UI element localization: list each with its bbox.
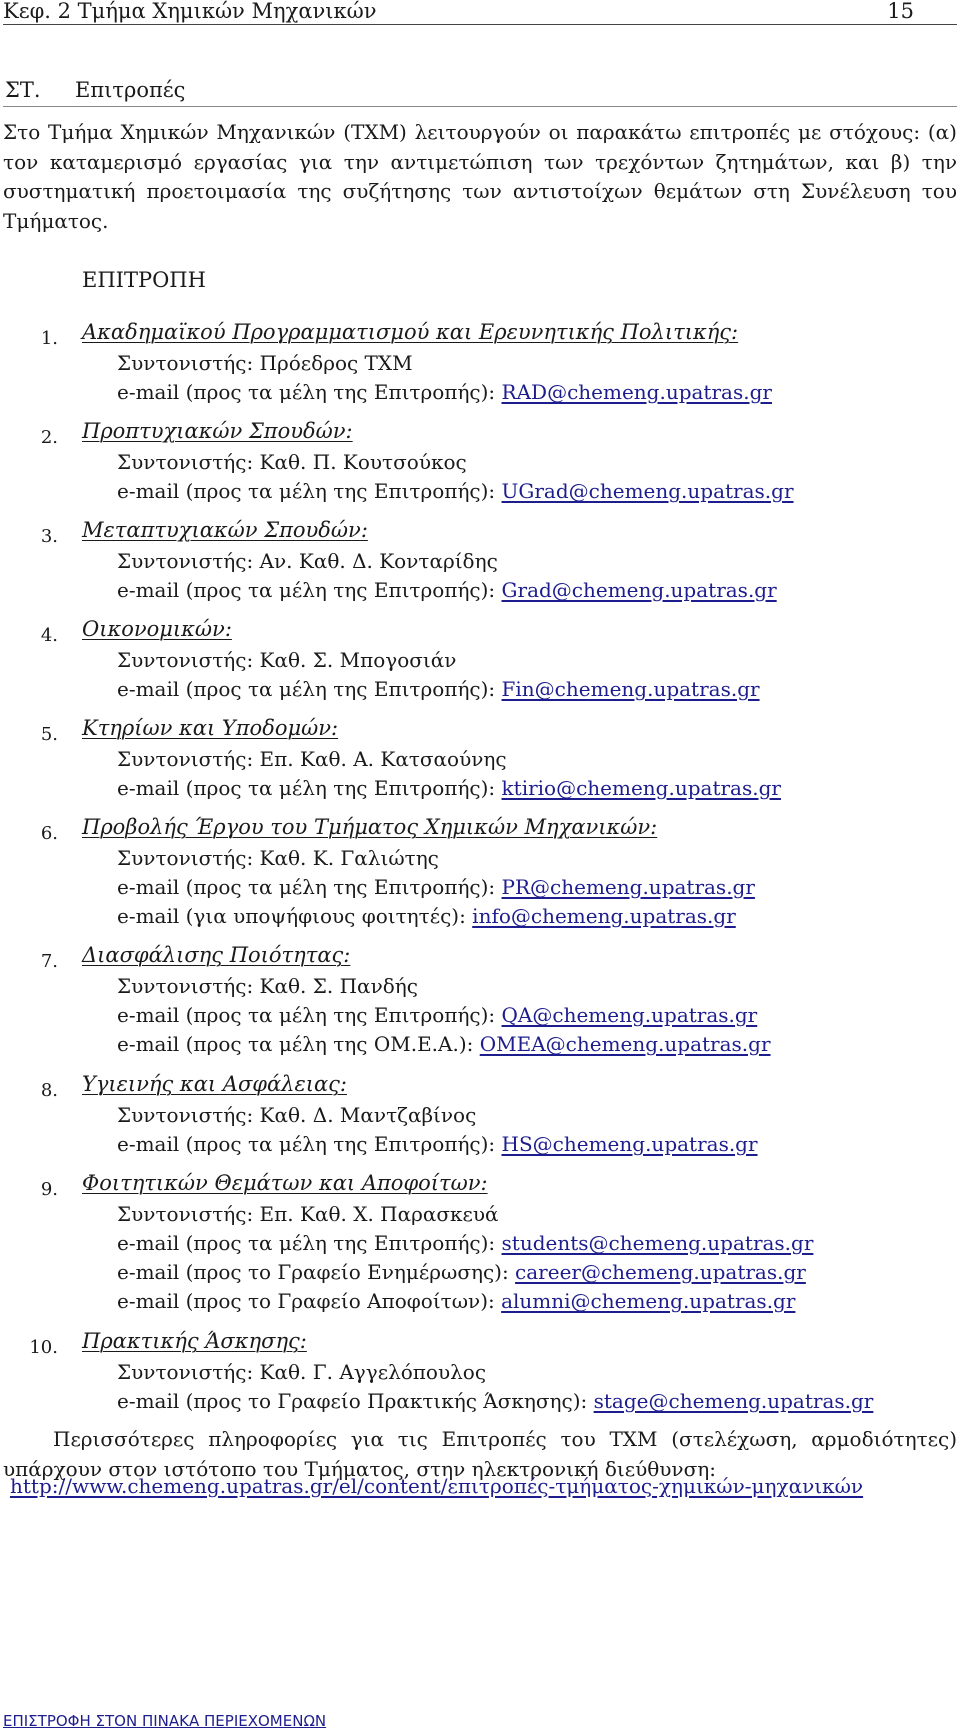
committee-coordinator: Συντονιστής: Επ. Καθ. Α. Κατσαούνης <box>117 747 507 771</box>
committee-email-line <box>117 380 772 404</box>
committee-coordinator: Συντονιστής: Επ. Καθ. Χ. Παρασκευά <box>117 1202 499 1226</box>
chapter-title: Κεφ. 2 Τμήμα Χημικών Μηχανικών <box>3 0 377 23</box>
committee-coordinator: Συντονιστής: Πρόεδρος ΤΧΜ <box>117 351 413 375</box>
committee-email-line <box>117 677 760 701</box>
email-label: e-mail (προς τα μέλη της ΟΜ.Ε.Α.): <box>117 1032 480 1056</box>
email-label: e-mail (προς τα μέλη της Επιτροπής): <box>117 479 502 503</box>
committee-name: Οικονομικών: <box>82 617 232 641</box>
email-label: e-mail (προς τα μέλη της Επιτροπής): <box>117 578 502 602</box>
email-label: e-mail (προς τα μέλη της Επιτροπής): <box>117 380 502 404</box>
email-link[interactable]: info@chemeng.upatras.gr <box>472 904 736 928</box>
more-info-paragraph: Περισσότερες πληροφορίες για τις Επιτροπές του ΤΧΜ (στελέχωση, αρμοδιότητες) υπάρχουν στον ιστότοπο του Τμήματος, στην ηλεκτρονική διεύθυνση: <box>3 1427 957 1481</box>
committee-coordinator: Συντονιστής: Καθ. Δ. Μαντζαβίνος <box>117 1103 477 1127</box>
email-link[interactable]: Fin@chemeng.upatras.gr <box>501 677 760 701</box>
email-label: e-mail (προς τα μέλη της Επιτροπής): <box>117 1231 502 1255</box>
committee-coordinator: Συντονιστής: Καθ. Π. Κουτσούκος <box>117 450 467 474</box>
committee-number: 2. <box>40 427 58 448</box>
email-link[interactable]: alumni@chemeng.upatras.gr <box>501 1289 796 1313</box>
committee-name: Πρακτικής Άσκησης: <box>82 1329 307 1353</box>
email-label: e-mail (προς τα μέλη της Επιτροπής): <box>117 1132 502 1156</box>
committee-email-line <box>117 1032 771 1056</box>
email-link[interactable]: QA@chemeng.upatras.gr <box>501 1003 758 1027</box>
committee-email-line <box>117 479 794 503</box>
committee-name: Κτηρίων και Υποδομών: <box>82 716 339 740</box>
email-label: e-mail (προς τα μέλη της Επιτροπής): <box>117 677 502 701</box>
committee-email-line <box>117 904 736 928</box>
committee-coordinator: Συντονιστής: Αν. Καθ. Δ. Κονταρίδης <box>117 549 498 573</box>
email-label: e-mail (προς τα μέλη της Επιτροπής): <box>117 776 502 800</box>
committee-name: Ακαδημαϊκού Προγραμματισμού και Ερευνητικής Πολιτικής: <box>82 320 739 344</box>
email-link[interactable]: UGrad@chemeng.upatras.gr <box>501 479 794 503</box>
committee-name: Προβολής Έργου του Τμήματος Χημικών Μηχανικών: <box>82 815 658 839</box>
committee-name: Μεταπτυχιακών Σπουδών: <box>82 518 368 542</box>
committee-number: 9. <box>40 1179 58 1200</box>
committee-number: 4. <box>40 625 58 646</box>
committee-number: 6. <box>40 823 58 844</box>
email-link[interactable]: OMEA@chemeng.upatras.gr <box>479 1032 771 1056</box>
email-link[interactable]: ktirio@chemeng.upatras.gr <box>501 776 781 800</box>
email-label: e-mail (για υποψήφιους φοιτητές): <box>117 904 473 928</box>
committee-email-line <box>117 1389 873 1413</box>
email-label: e-mail (προς το Γραφείο Πρακτικής Άσκησης): <box>117 1389 594 1413</box>
email-label: e-mail (προς το Γραφείο Αποφοίτων): <box>117 1289 502 1313</box>
committee-email-line <box>117 1132 758 1156</box>
committee-email-line <box>117 578 777 602</box>
committee-email-line <box>117 776 781 800</box>
email-link[interactable]: PR@chemeng.upatras.gr <box>501 875 755 899</box>
section-number: ΣΤ. <box>5 78 41 102</box>
email-link[interactable]: stage@chemeng.upatras.gr <box>593 1389 874 1413</box>
email-link[interactable]: HS@chemeng.upatras.gr <box>501 1132 758 1156</box>
committee-number: 7. <box>40 951 58 972</box>
committee-number: 1. <box>40 328 58 349</box>
committee-email-line <box>117 875 755 899</box>
committees-web-link[interactable]: http://www.chemeng.upatras.gr/el/content/επιτροπές-τμήματος-χημικών-μηχανικών <box>10 1474 864 1498</box>
committee-number: 8. <box>40 1080 58 1101</box>
email-label: e-mail (προς τα μέλη της Επιτροπής): <box>117 1003 502 1027</box>
committee-email-line <box>117 1260 806 1284</box>
section-title: Επιτροπές <box>75 78 186 102</box>
committee-number: 5. <box>40 724 58 745</box>
committee-coordinator: Συντονιστής: Καθ. Σ. Πανδής <box>117 974 418 998</box>
committee-coordinator: Συντονιστής: Καθ. Κ. Γαλιώτης <box>117 846 439 870</box>
committee-coordinator: Συντονιστής: Καθ. Γ. Αγγελόπουλος <box>117 1360 487 1384</box>
committee-number: 3. <box>40 526 58 547</box>
running-header <box>3 0 957 25</box>
committee-number: 10. <box>29 1337 58 1358</box>
committee-name: Υγιεινής και Ασφάλειας: <box>82 1072 348 1096</box>
committee-email-line <box>117 1003 757 1027</box>
committee-name: Προπτυχιακών Σπουδών: <box>82 419 353 443</box>
committee-coordinator: Συντονιστής: Καθ. Σ. Μπογοσιάν <box>117 648 457 672</box>
back-to-toc-link[interactable]: ΕΠΙΣΤΡΟΦΗ ΣΤΟΝ ΠΙΝΑΚΑ ΠΕΡΙΕΧΟΜΕΝΩΝ <box>3 1712 327 1730</box>
committee-name: Διασφάλισης Ποιότητας: <box>82 943 351 967</box>
committee-email-line <box>117 1289 795 1313</box>
committee-list-heading: ΕΠΙΤΡΟΠΗ <box>82 268 206 292</box>
email-label: e-mail (προς το Γραφείο Ενημέρωσης): <box>117 1260 516 1284</box>
section-heading <box>3 78 957 107</box>
email-label: e-mail (προς τα μέλη της Επιτροπής): <box>117 875 502 899</box>
page-number: 15 <box>887 0 914 23</box>
email-link[interactable]: students@chemeng.upatras.gr <box>501 1231 814 1255</box>
email-link[interactable]: Grad@chemeng.upatras.gr <box>501 578 777 602</box>
intro-paragraph: Στο Τμήμα Χημικών Μηχανικών (ΤΧΜ) λειτουργούν οι παρακάτω επιτροπές με στόχους: (α) τον καταμερισμό εργασίας για την αντιμετώπιση των τρεχόντων ζητημάτων, και β) την συστηματική προετοιμασία της συζήτησης των αντιστοίχων θεμάτων στη Συνέλευση του Τμήματος. <box>3 120 957 233</box>
committee-name: Φοιτητικών Θεμάτων και Αποφοίτων: <box>82 1171 488 1195</box>
email-link[interactable]: RAD@chemeng.upatras.gr <box>501 380 772 404</box>
committee-email-line <box>117 1231 813 1255</box>
email-link[interactable]: career@chemeng.upatras.gr <box>515 1260 806 1284</box>
